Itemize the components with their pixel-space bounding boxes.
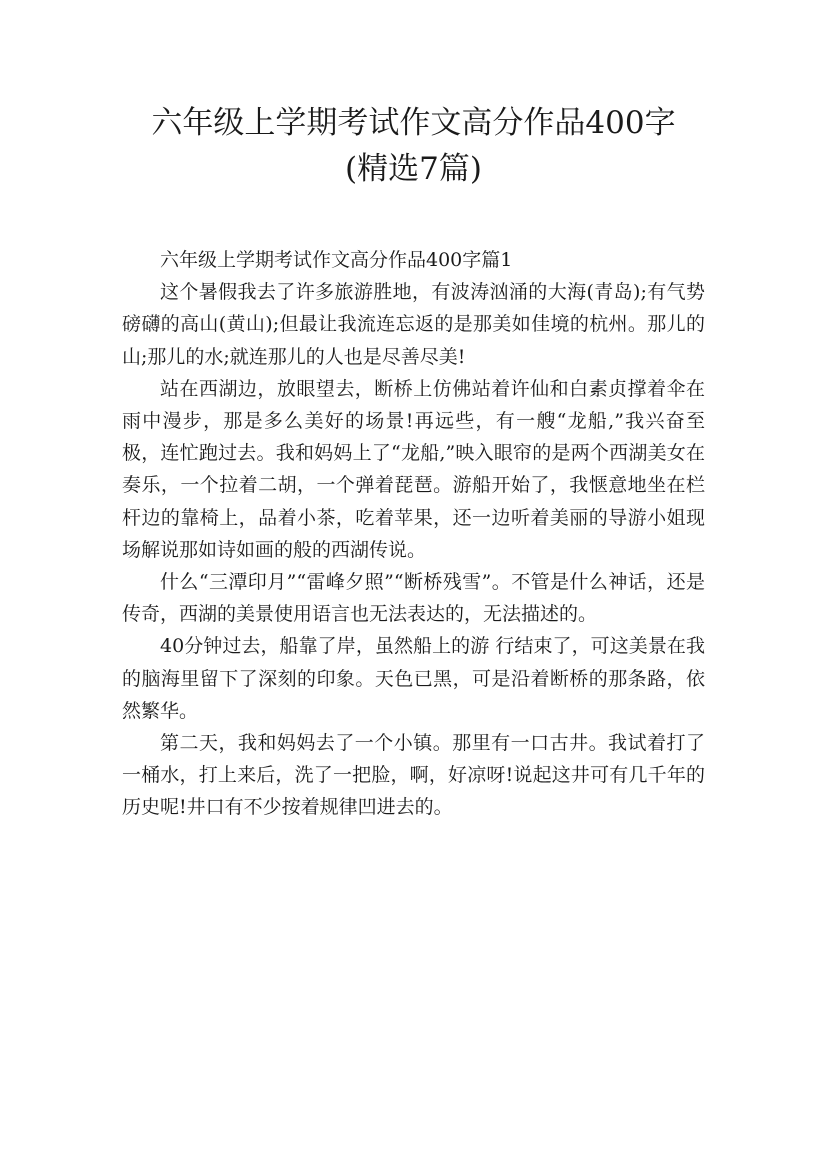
section-heading: 六年级上学期考试作文高分作品400字篇1 — [160, 249, 513, 271]
paragraph-2: 站在西湖边，放眼望去，断桥上仿佛站着许仙和白素贞撑着伞在雨中漫步，那是多么美好的场景!再远些，有一艘“龙船,”我兴奋至极，连忙跑过去。我和妈妈上了“龙船,”映入眼帘的是两个西湖美女在奏乐，一个拉着二胡，一个弹着琵琶。游船开始了，我惬意地坐在栏杆边的靠椅上，品着小茶，吃着苹果，还一边听着美丽的导游小姐现场解说那如诗如画的般的西湖传说。 — [122, 377, 705, 561]
paragraph-3: 什么“三潭印月”“雷峰夕照”“断桥残雪”。不管是什么神话，还是传奇，西湖的美景使用语言也无法表达的，无法描述的。 — [122, 571, 705, 626]
paragraph-1: 这个暑假我去了许多旅游胜地，有波涛汹涌的大海(青岛);有气势磅礴的高山(黄山);但最让我流连忘返的是那美如佳境的杭州。那儿的山;那儿的水;就连那儿的人也是尽善尽美! — [122, 281, 705, 368]
paragraph-4: 40分钟过去，船靠了岸，虽然船上的游 行结束了，可这美景在我的脑海里留下了深刻的印象。天色已黑，可是沿着断桥的那条路，依然繁华。 — [122, 635, 705, 722]
document-body — [122, 244, 705, 824]
document-title: 六年级上学期考试作文高分作品400字(精选7篇) — [151, 105, 676, 187]
paragraph-5: 第二天，我和妈妈去了一个小镇。那里有一口古井。我试着打了一桶水，打上来后，洗了一把脸，啊，好凉呀!说起这井可有几千年的历史呢!井口有不少按着规律凹进去的。 — [122, 732, 705, 819]
